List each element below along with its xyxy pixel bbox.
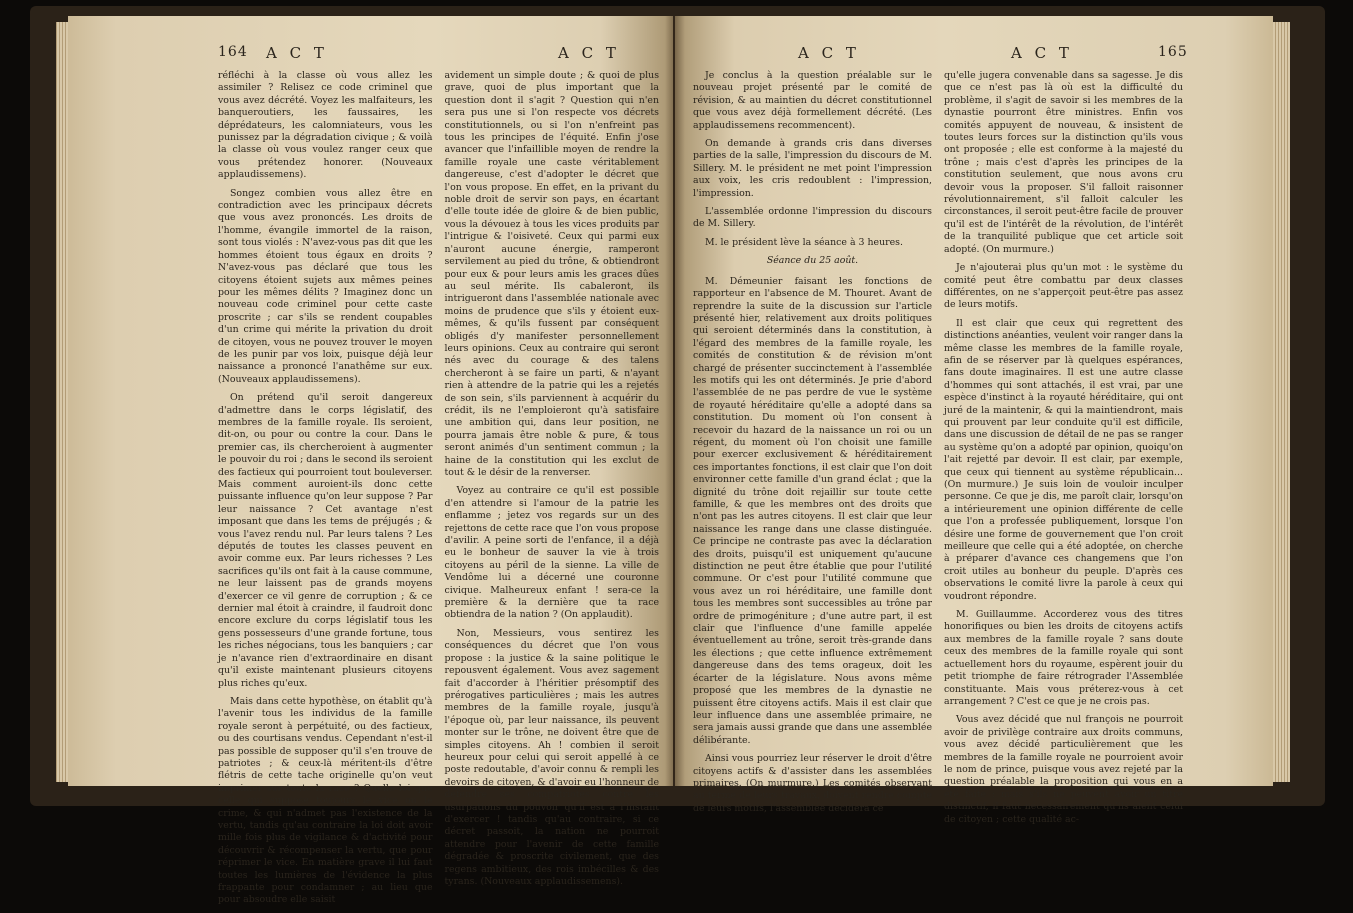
paragraph: Ainsi vous pourriez leur réserver le droit d'être citoyens actifs & d'assister dans les assemblées primaires. (On murmure.) Les comités observant au terme de leurs travaux, doivent rendre compte de leurs motifs, l'assemblée décidera ce <box>693 753 932 814</box>
left-page-number: 164 <box>218 44 248 60</box>
right-column-2 <box>944 70 1183 832</box>
left-running-head-2: A C T <box>558 44 620 62</box>
paragraph: Je n'ajouterai plus qu'un mot : le système du comité peut être combattu par deux classes différentes, on ne s'apperçoit peut-être pas assez de leurs motifs. <box>944 262 1183 311</box>
right-running-head-1: A C T <box>798 44 860 62</box>
paragraph: M. Démeunier faisant les fonctions de rapporteur en l'absence de M. Thouret. Avant de reprendre la suite de la discussion sur l'article présenté hier, relativement aux droits politiques qui seroient déterminés dans la constitution, à l'égard des membres de la famille royale, les comités de constitution & de révision m'ont chargé de présenter succinctement à l'assemblée les motifs qui les ont déterminés. Je prie d'abord l'assemblée de ne pas perdre de vue le système de royauté héréditaire qu'elle a adopté dans sa constitution. Du moment où l'on consent à recevoir du hazard de la naissance un roi ou un régent, du moment où l'on choisit une famille pour exercer exclusivement & héréditairement ces importantes fonctions, il est clair que l'on doit environner cette famille d'un grand éclat ; que la dignité du trône doit rejaillir sur toute cette famille, & que les membres ont des droits que n'ont pas les autres citoyens. Il est clair que leur naissance les range dans une classe distinguée. Ce principe ne contraste pas avec la déclaration des droits, puisqu'il est uniquement qu'aucune distinction ne peut être établie que pour l'utilité commune. Or c'est pour l'utilité commune que vous avez un roi héréditaire, une famille dont tous les membres sont successibles au trône par ordre de primogéniture ; d'une autre part, il est clair que l'influence d'une famille appelée éventuellement au trône, seroit très-grande dans les élections ; que cette influence extrêmement dangereuse dans des tems orageux, doit les écarter de la législature. Nous avons même proposé que les membres de la dynastie ne puissent être citoyens actifs. Mais il est clair que leur influence dans une assemblée primaire, ne sera jamais aussi grande que dans une assemblée délibérante. <box>693 275 932 746</box>
paragraph: qu'elle jugera convenable dans sa sagesse. Je dis que ce n'est pas là où est la difficulté du problème, il s'agit de savoir si les membres de la dynastie pourront être ministres. Enfin vos comités appuyent de nouveau, & insistent de toutes leurs forces sur la distinction qu'ils vous ont proposée ; elle est conforme à la majesté du trône ; mais c'est d'après les principes de la constitution seulement, que nous avons cru devoir vous la proposer. S'il falloit raisonner révolutionnairement, s'il falloit calculer les circonstances, il seroit peut-être facile de prouver qu'il est de l'intérêt de la révolution, de l'intérêt de la tranquilité publique que cet article soit adopté. (On murmure.) <box>944 70 1183 255</box>
left-running-head-1: A C T <box>266 44 328 62</box>
paragraph: Vous avez décidé que nul françois ne pourroit avoir de privilège contraire aux droits communs, vous avez décidé particulièrement que les membres de la famille royale ne pourroient avoir le nom de prince, puisque vous avez rejeté par la question préalable la proposition qui vous en a été faite ; mais s'ils ne peuvent avoir un titre distinctif, il faut nécessairement qu'ils aient celui de citoyen ; cette qualité ac- <box>944 714 1183 825</box>
left-page <box>68 16 673 906</box>
paragraph: L'assemblée ordonne l'impression du discours de M. Sillery. <box>693 206 932 230</box>
paragraph: Je conclus à la question préalable sur le nouveau projet présenté par le comité de révision, & au maintien du décret constitutionnel que vous avez déjà formellement décrété. (Les applaudissemens recommencent). <box>693 70 932 131</box>
paragraph: Songez combien vous allez être en contradiction avec les principaux décrets que vous avez prononcés. Les droits de l'homme, évangile immortel de la raison, sont tous violés : N'avez-vous pas dit que les hommes étoient tous égaux en droits ? N'avez-vous pas déclaré que tous les citoyens étoient sujets aux mêmes peines pour les mêmes délits ? Imaginez donc un nouveau code criminel pour cette caste proscrite ; car s'ils se rendent coupables d'un crime qui mérite la privation du droit de citoyen, vous ne pouvez trouver le moyen de les punir par vos loix, puisque déjà leur naissance a prononcé l'anathême sur eux. (Nouveaux applaudissemens). <box>218 187 433 385</box>
right-column-1 <box>693 70 932 832</box>
paragraph: Il est clair que ceux qui regrettent des distinctions anéanties, veulent voir ranger dans la même classe les membres de la famille royale, afin de se réserver par là quelques espérances, fans doute imaginaires. Il est une autre classe d'hommes qui sont attachés, il est vrai, par une espèce d'instinct à la royauté héréditaire, qui ont juré de la maintenir, & qui la maintiendront, mais qui prouvent par leur conduite qu'il est difficile, dans une discussion de détail de ne pas se ranger au système qu'on a adopté par opinion, quoiqu'on l'ait rejetté par devoir. Il est clair, par exemple, que ceux qui tiennent au système républicain... (On murmure.) Je suis loin de vouloir inculper personne. Ce que je dis, me paroît clair, lorsqu'on a intérieurement une opinion différente de celle que l'on a professée publiquement, lorsque l'on désire une forme de gouvernement que l'on croit meilleure que celle qui a été adoptée, on cherche à préparer d'avance ces changemens que l'on croit utiles au bonheur du peuple. D'après ces observations le comité livre la parole à ceux qui voudront répondre. <box>944 317 1183 602</box>
right-page-header <box>693 44 1188 70</box>
left-page-header <box>218 44 659 70</box>
right-page <box>675 16 1273 825</box>
paragraph: On demande à grands cris dans diverses parties de la salle, l'impression du discours de M. Sillery. M. le président ne met point l'impression aux voix, les cris redoublent : l'impression, l'impression. <box>693 138 932 199</box>
paragraph: On prétend qu'il seroit dangereux d'admettre dans le corps législatif, des membres de la famille royale. Ils seroient, dit-on, ou pour ou contre la cour. Dans le premier cas, ils chercheroient à augmenter le pouvoir du roi ; dans le second ils seroient des factieux qui pourroient tout bouleverser. Mais comment auroient-ils donc cette puissante influence qu'on leur suppose ? Par leur naissance ? Cet avantage n'est imposant que dans les tems de préjugés ; & vous l'avez rendu nul. Par leurs talens ? Les députés de toutes les classes peuvent en avoir comme eux. Par leurs richesses ? Les sacrifices qu'ils ont fait à la cause commune, ne leur laissent pas de grands moyens d'exercer ce vil genre de corruption ; & ce dernier mal étoit à craindre, il faudroit donc encore exclure du corps législatif tous les gens possesseurs d'une grande fortune, tous les riches négocians, tous les banquiers ; car je n'avance rien d'extraordinaire en disant qu'il existe maintenant plusieurs citoyens plus riches qu'eux. <box>218 392 433 689</box>
book-gutter <box>665 16 685 786</box>
paragraph: M. le président lève la séance à 3 heures. <box>705 236 903 248</box>
paragraph: Mais dans cette hypothèse, on établit qu'à l'avenir tous les individus de la famille royale seront à perpétuité, ou des factieux, ou des courtisans vendus. Cependant n'est-il pas possible de supposer qu'il s'en trouve de patriotes ; & ceux-là méritent-ils d'être flétris de cette tache originelle qu'on veut imprimer sur toute la race ? Quelle loi que celle qui suppose toujours le vice ou le crime, & qui n'admet pas l'existence de la vertu, tandis qu'au contraire la loi doit avoir mille fois plus de vigilance & d'activité pour découvrir & récompenser la vertu, que pour réprimer le vice. En matière grave il lui faut toutes les lumières de l'évidence la plus frappante pour condamner ; au lieu que pour absoudre elle saisit <box>218 695 433 906</box>
right-page-number: 165 <box>1158 44 1188 60</box>
paragraph: avidement un simple doute ; & quoi de plus grave, quoi de plus important que la question dont il s'agit ? Question qui n'en sera pus une si l'on respecte vos décrets constitutionnels, ou si l'on n'enfreint pas tous les principes de l'équité. Enfin j'ose avancer que l'infaillible moyen de rendre la famille royale une caste véritablement dangereuse, c'est d'adopter le décret que l'on vous propose. En effet, en la privant du noble droit de servir son pays, en écartant d'elle toute idée de gloire & de bien public, vous la dévouez à tous les vices produits par l'intrigue & l'oisiveté. Ceux qui parmi eux n'auront aucune énergie, ramperont servilement au pied du trône, & obtiendront pour eux & pour leurs amis les graces dûes au seul mérite. Ils cabaleront, ils intrigueront dans l'assemblée nationale avec moins de prudence que s'ils y étoient eux-mêmes, & qu'ils fussent par conséquent obligés d'y manifester personnellement leurs opinions. Ceux au contraire qui seront nés avec du courage & des talens chercheront à se faire un parti, & n'ayant rien à attendre de la patrie qui les a rejetés de son sein, s'ils parviennent à acquérir du crédit, ils ne l'emploieront qu'à satisfaire une ambition qui, dans leur position, ne pourra jamais être noble & pure, & tous seront animés d'un sentiment commun ; la haine de la constitution qui les exclut de tout & le désir de la renverser. <box>444 70 659 478</box>
paragraph: Voyez au contraire ce qu'il est possible d'en attendre si l'amour de la patrie les enflamme ; jetez vos regards sur un des rejettons de cette race que l'on vous propose d'avilir. A peine sorti de l'enfance, il a déjà eu le bonheur de sauver la vie à trois citoyens au péril de la sienne. La ville de Vendôme lui a décerné une couronne civique. Malheureux enfant ! sera-ce la première & la dernière que ta race obtiendra de la nation ? (On applaudit). <box>444 485 659 621</box>
paragraph: M. Guillaumme. Accorderez vous des titres honorifiques ou bien les droits de citoyens actifs aux membres de la famille royale ? sans doute ceux des membres de la famille royale qui sont actuellement hors du royaume, espèrent jouir du petit triomphe de faire rétrograder l'Assemblée constituante. Mais vous préterez-vous à cet arrangement ? C'est ce que je ne crois pas. <box>944 609 1183 707</box>
paragraph: réfléchi à la classe où vous allez les assimiler ? Relisez ce code criminel que vous avez décrété. Voyez les malfaiteurs, les banqueroutiers, les faussaires, les déprédateurs, les calomniateurs, vous les punissez par la dégradation civique ; & voilà la classe où vous voulez ranger ceux que vous prétendez honorer. (Nouveaux applaudissemens). <box>218 70 433 181</box>
left-column-1 <box>218 70 433 913</box>
session-heading: Séance du 25 août. <box>766 255 859 267</box>
left-column-2 <box>445 70 660 913</box>
paragraph: Non, Messieurs, vous sentirez les conséquences du décret que l'on vous propose : la justice & la saine politique le repousvent également. Vous avez sagement fait d'accorder à l'héritier présomptif des prérogatives particulières ; mais les autres membres de la famille royale, jusqu'à l'époque où, par leur naissance, ils peuvent monter sur le trône, ne doivent être que de simples citoyens. Ah ! combien il seroit heureux pour celui qui seroit appellé à ce poste redoutable, d'avoir connu & rempli les devoirs de citoyen, & d'avoir eu l'honneur de défendre ses compatriotes contre les usurpations du pouvoir qu'il est à l'instant d'exercer ! tandis qu'au contraire, si ce décret passoit, la nation ne pourroit attendre pour l'avenir de cette famille dégradée & proscrite civilement, que des regens ambitieux, des rois imbécilles & des tyrans. (Nouveaux applaudissemens). <box>444 627 659 887</box>
page-edges-right <box>1272 22 1290 782</box>
right-running-head-2: A C T <box>1011 44 1073 62</box>
